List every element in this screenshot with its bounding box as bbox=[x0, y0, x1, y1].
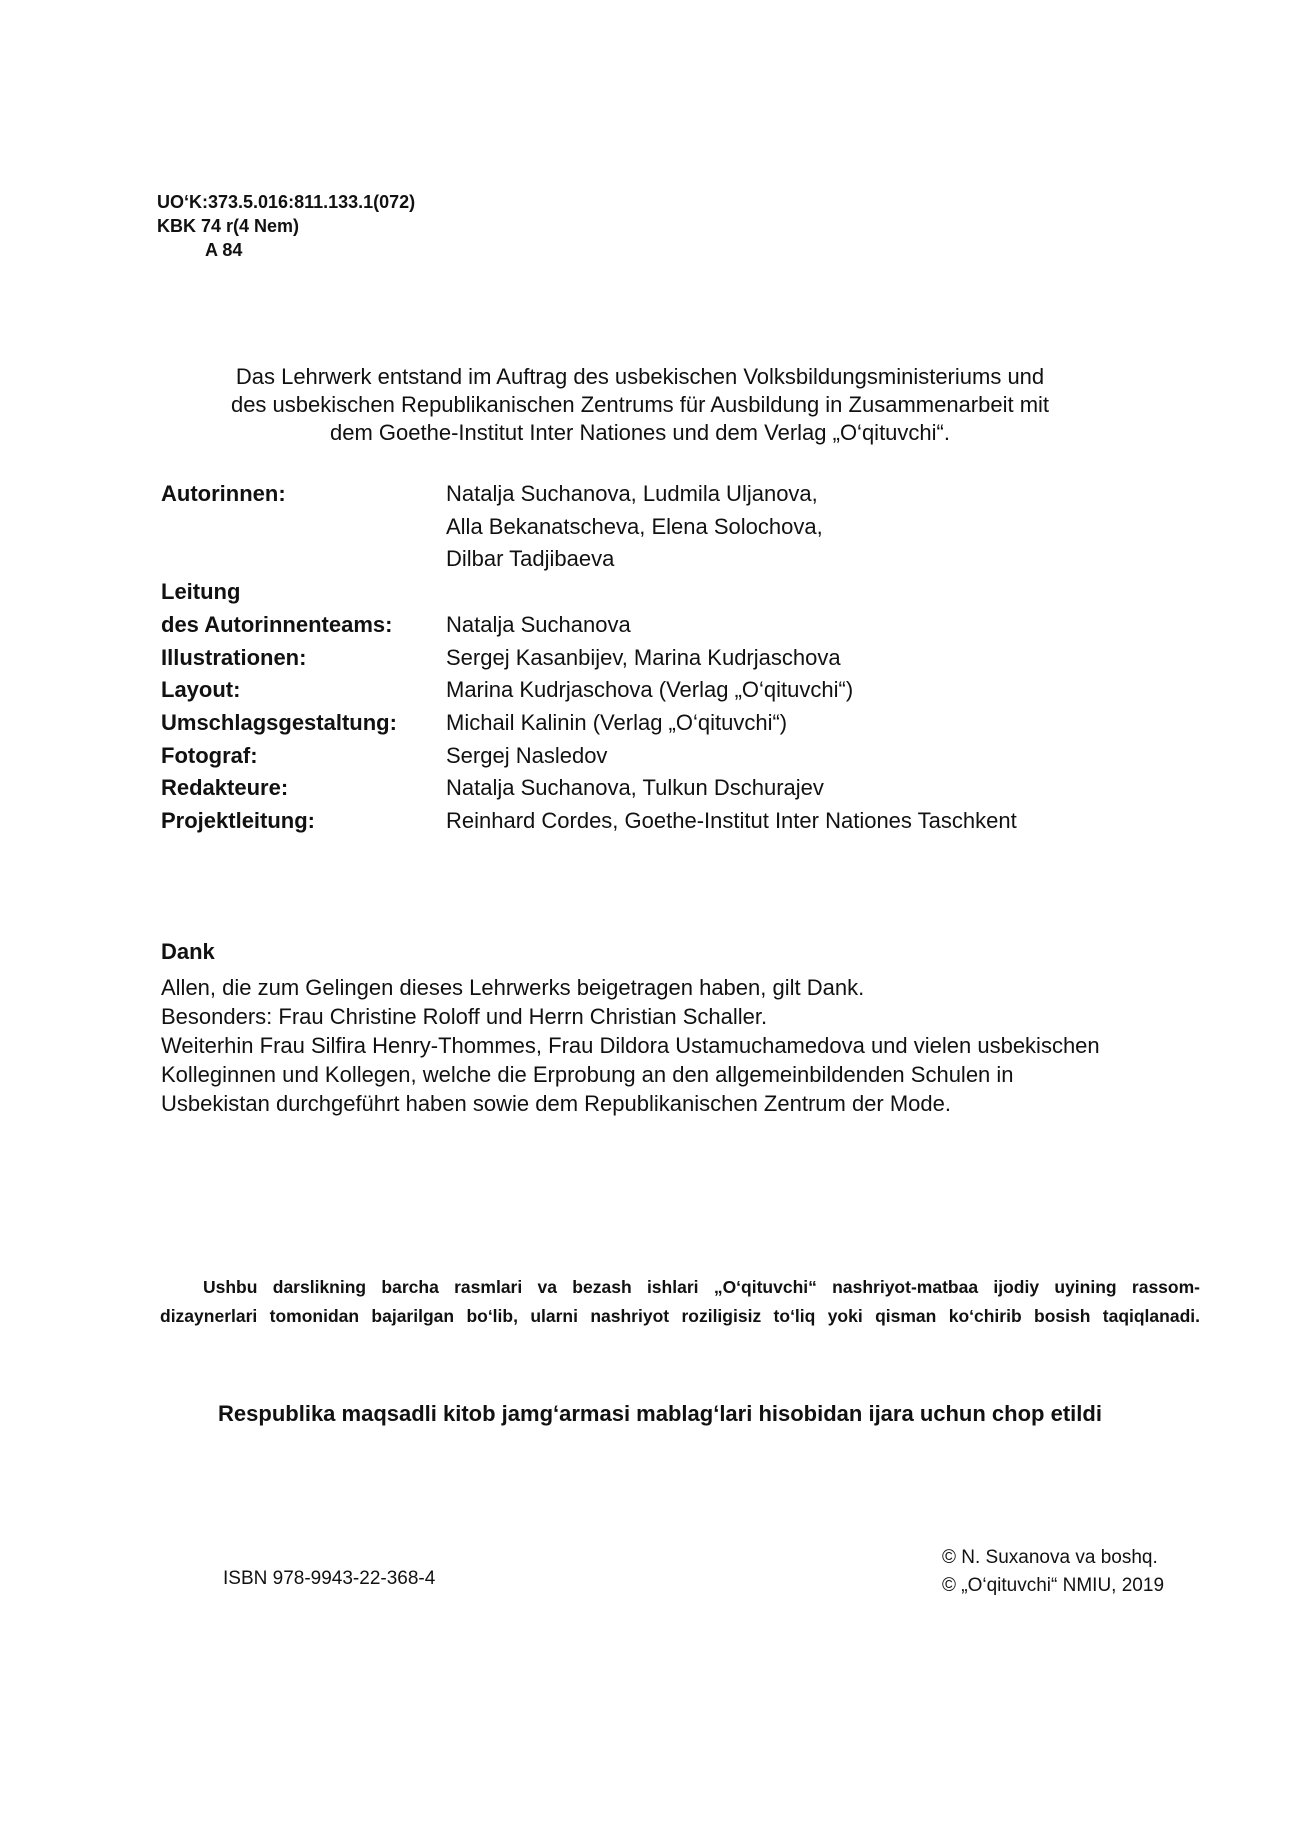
acknowledgements-line: Usbekistan durchgeführt haben sowie dem Republikanischen Zentrum der Mode. bbox=[161, 1091, 951, 1116]
credit-label bbox=[161, 511, 446, 544]
credit-row bbox=[161, 478, 1161, 511]
acknowledgements-text bbox=[161, 973, 1181, 1118]
copyright-authors: © N. Suxanova va boshq. bbox=[942, 1547, 1158, 1568]
credit-label: Fotograf: bbox=[161, 742, 258, 768]
credit-value: Sergej Kasanbijev, Marina Kudrjaschova bbox=[446, 644, 841, 670]
credit-row bbox=[161, 740, 1161, 773]
credit-value: Natalja Suchanova bbox=[446, 611, 631, 637]
credit-label: des Autorinnenteams: bbox=[161, 611, 393, 637]
acknowledgements-line: Allen, die zum Gelingen dieses Lehrwerks beigetragen haben, gilt Dank. bbox=[161, 975, 865, 1000]
bbk-code: KBK 74 r(4 Nem) bbox=[157, 216, 300, 236]
credit-value: Michail Kalinin (Verlag „O‘qituvchi“) bbox=[446, 709, 788, 735]
credit-row bbox=[161, 576, 1161, 609]
credit-row bbox=[161, 772, 1161, 805]
copyright-block bbox=[942, 1544, 1164, 1600]
notice-line: Ushbu darslikning barcha rasmlari va bezash ishlari „O‘qituvchi“ nashriyot-matbaa ijodiy uyining rassom- bbox=[203, 1277, 1200, 1297]
credit-value: Dilbar Tadjibaeva bbox=[446, 546, 615, 572]
credit-value bbox=[446, 576, 1161, 609]
notice-line: dizaynerlari tomonidan bajarilgan bo‘lib, ularni nashriyot roziligisiz to‘liq yoki qisman ko‘chirib bosish taqiqlanadi. bbox=[160, 1306, 1200, 1326]
credit-row bbox=[161, 642, 1161, 675]
credits-list bbox=[161, 478, 1161, 838]
credit-value: Marina Kudrjaschova (Verlag „O‘qituvchi“) bbox=[446, 677, 854, 703]
credit-label bbox=[161, 543, 446, 576]
credit-value: Reinhard Cordes, Goethe-Institut Inter Nationes Taschkent bbox=[446, 808, 1017, 834]
acknowledgements-heading: Dank bbox=[161, 939, 215, 964]
intro-line: des usbekischen Republikanischen Zentrums für Ausbildung in Zusammenarbeit mit bbox=[230, 392, 1050, 417]
credit-row bbox=[161, 609, 1161, 642]
copyright-publisher: © „O‘qituvchi“ NMIU, 2019 bbox=[942, 1575, 1165, 1596]
funding-statement: Respublika maqsadli kitob jamg‘armasi mablag‘lari hisobidan ijara uchun chop etildi bbox=[218, 1401, 1102, 1426]
credit-label: Projektleitung: bbox=[161, 808, 316, 834]
classification-block bbox=[157, 190, 415, 262]
credit-label: Autorinnen: bbox=[161, 481, 286, 506]
copyright-notice bbox=[160, 1273, 1200, 1331]
credit-label: Leitung bbox=[161, 579, 241, 605]
acknowledgements-line: Weiterhin Frau Silfira Henry-Thommes, Frau Dildora Ustamuchamedova und vielen usbekischen bbox=[161, 1033, 1100, 1058]
credit-row bbox=[161, 805, 1161, 838]
credit-row bbox=[161, 543, 1161, 576]
isbn-number: ISBN 978-9943-22-368-4 bbox=[223, 1568, 436, 1589]
credit-label: Layout: bbox=[161, 677, 241, 703]
credit-label: Redakteure: bbox=[161, 775, 289, 801]
acknowledgements-line: Kolleginnen und Kollegen, welche die Erprobung an den allgemeinbildenden Schulen in bbox=[161, 1062, 1014, 1087]
credit-value: Alla Bekanatscheva, Elena Solochova, bbox=[446, 513, 823, 539]
credit-label: Umschlagsgestaltung: bbox=[161, 709, 397, 735]
credit-row bbox=[161, 511, 1161, 544]
credit-value: Natalja Suchanova, Ludmila Uljanova, bbox=[446, 481, 818, 506]
intro-line: dem Goethe-Institut Inter Nationes und dem Verlag „O‘qituvchi“. bbox=[330, 420, 950, 445]
intro-paragraph bbox=[180, 363, 1100, 447]
credit-label: Illustrationen: bbox=[161, 644, 307, 670]
udk-code: UO‘K:373.5.016:811.133.1(072) bbox=[157, 192, 416, 212]
acknowledgements-line: Besonders: Frau Christine Roloff und Herrn Christian Schaller. bbox=[161, 1004, 768, 1029]
credit-row bbox=[161, 674, 1161, 707]
author-mark: A 84 bbox=[205, 240, 243, 260]
intro-line: Das Lehrwerk entstand im Auftrag des usbekischen Volksbildungsministeriums und bbox=[235, 364, 1045, 389]
credit-row bbox=[161, 707, 1161, 740]
credit-value: Sergej Nasledov bbox=[446, 742, 608, 768]
credit-value: Natalja Suchanova, Tulkun Dschurajev bbox=[446, 775, 824, 801]
